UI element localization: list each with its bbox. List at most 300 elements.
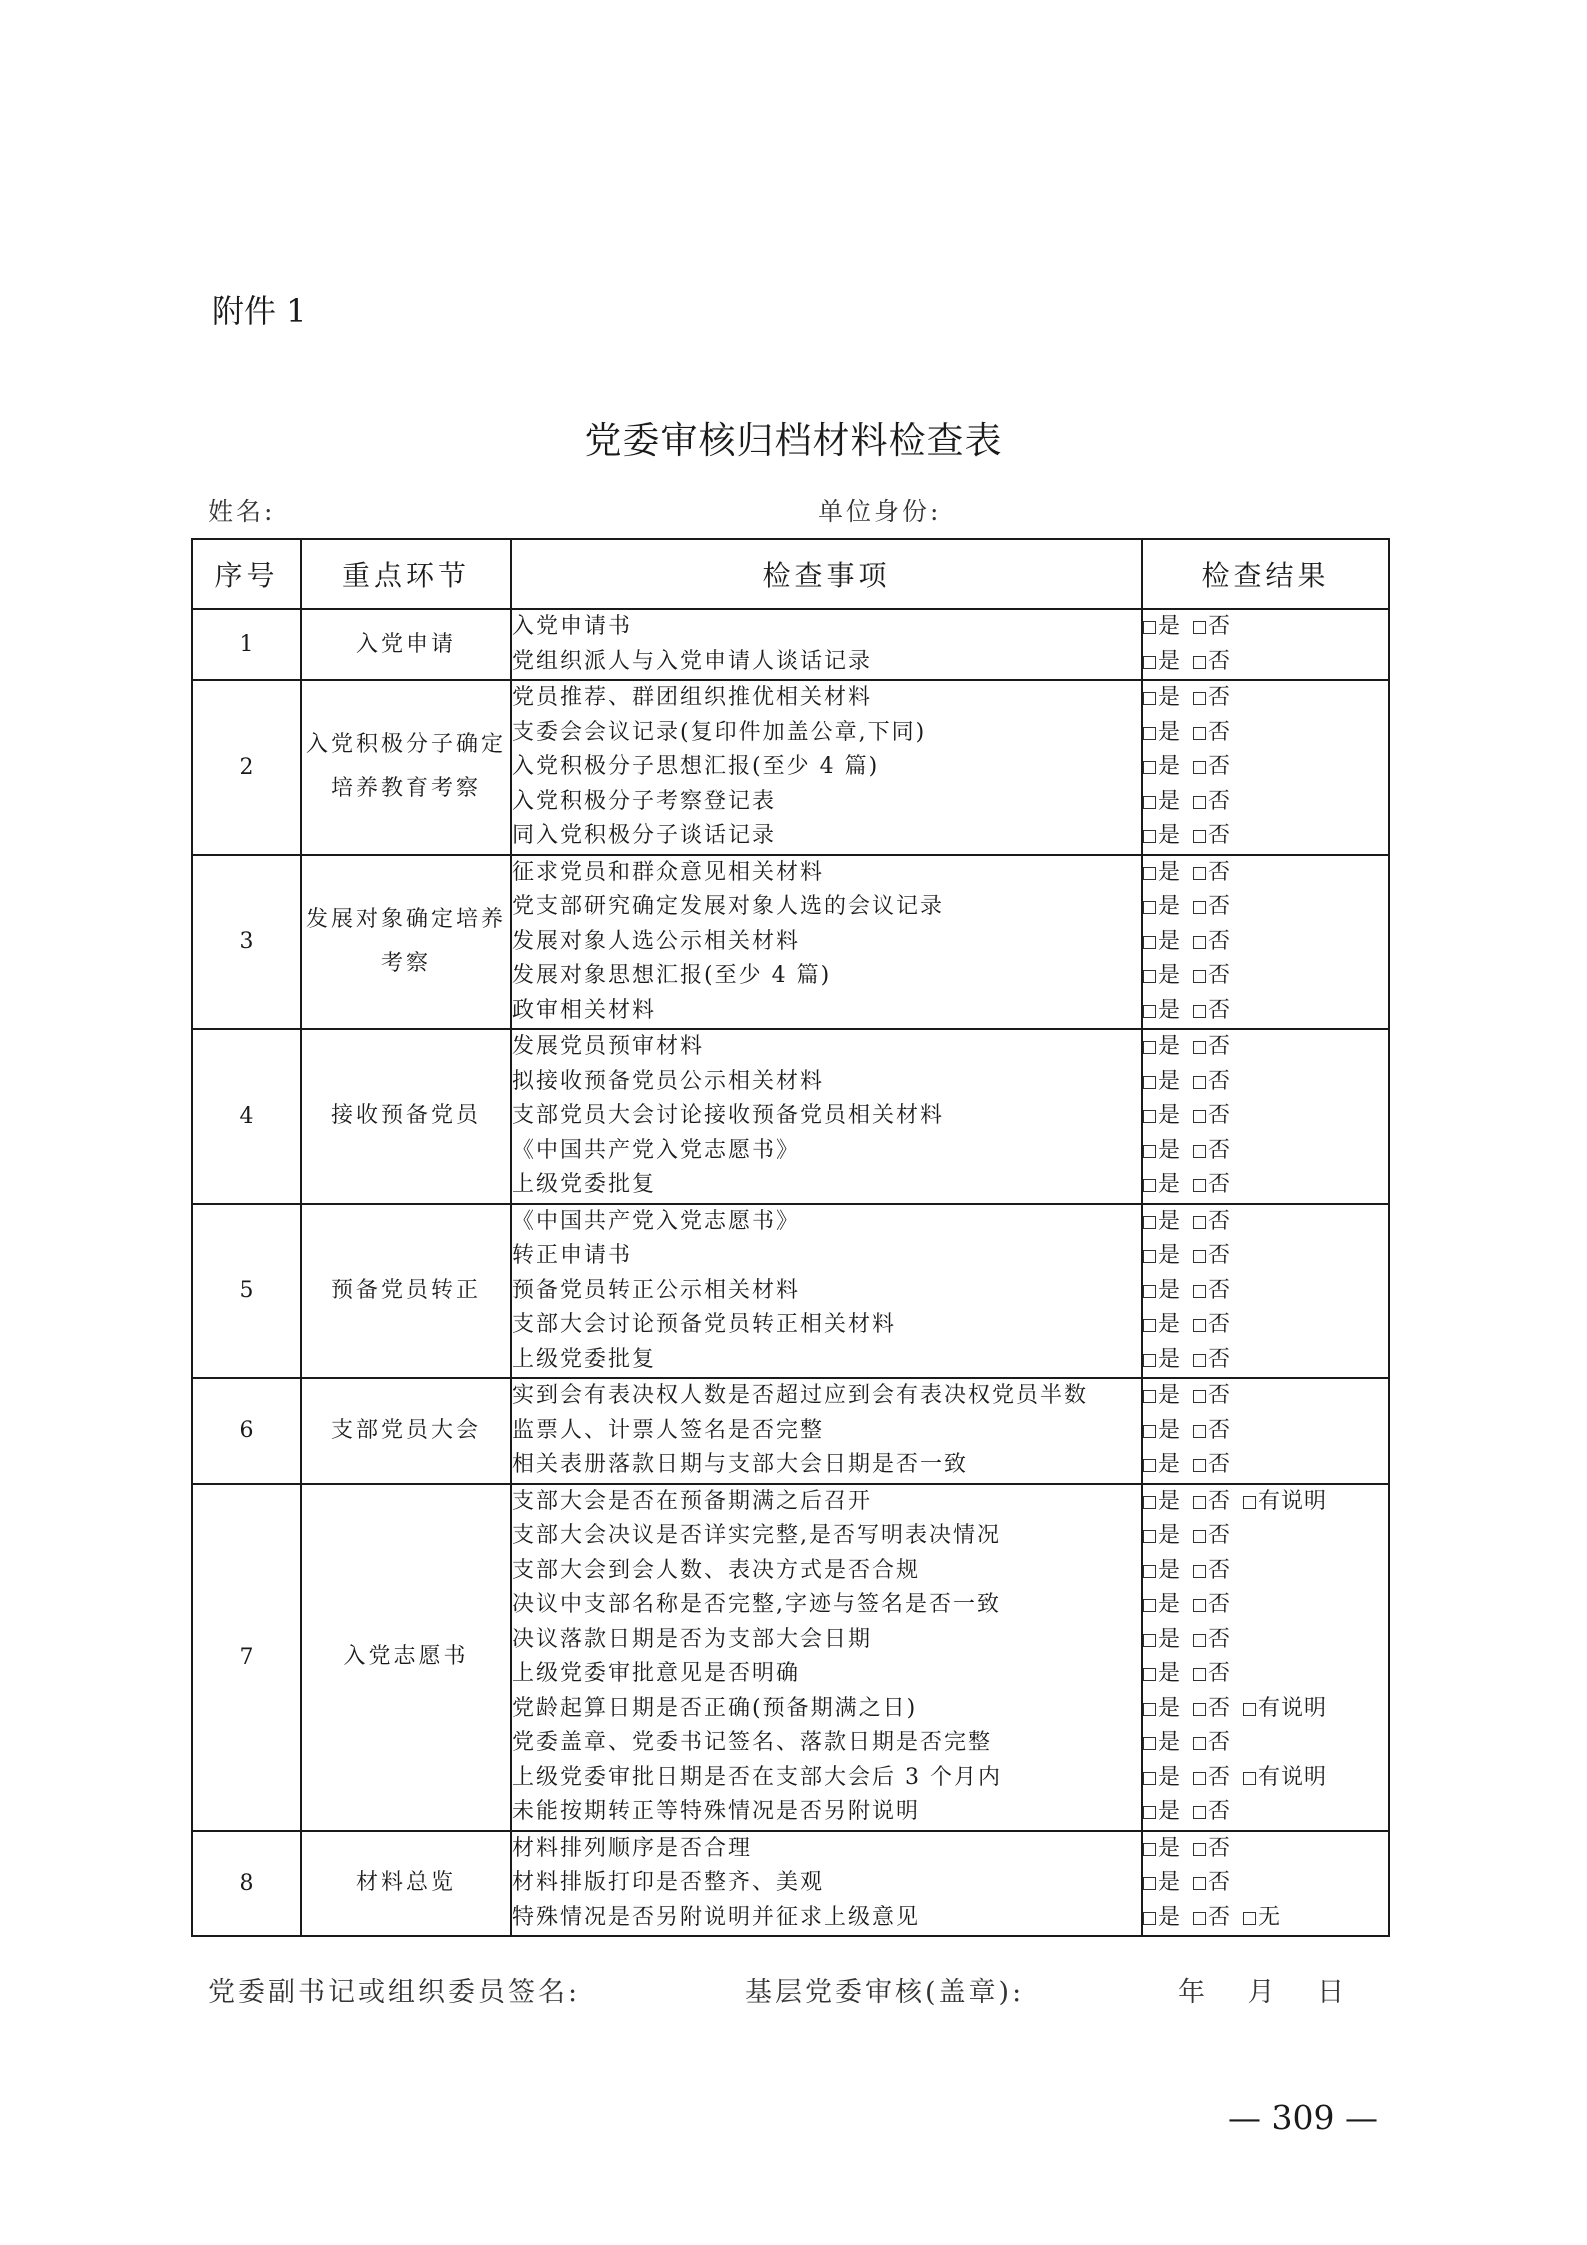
table-row — [192, 680, 1389, 855]
option-no[interactable] — [1193, 1379, 1231, 1414]
checkbox-icon[interactable] — [1143, 1565, 1156, 1578]
option-no[interactable] — [1193, 1726, 1231, 1761]
checkbox-icon[interactable] — [1193, 621, 1206, 634]
option-no[interactable] — [1193, 819, 1231, 854]
option-label: 否 — [1208, 997, 1232, 1023]
checkbox-icon[interactable] — [1143, 830, 1156, 843]
option-label: 是 — [1158, 1103, 1182, 1128]
option-label: 是 — [1158, 685, 1182, 710]
check-item: 同入党积极分子谈话记录 — [512, 823, 777, 848]
row-number: 7 — [192, 1484, 301, 1831]
option-label: 是 — [1158, 1626, 1182, 1652]
checkbox-icon[interactable] — [1143, 1354, 1156, 1367]
checkbox-icon[interactable] — [1193, 656, 1206, 669]
option-no[interactable] — [1193, 1623, 1231, 1658]
checkbox-icon[interactable] — [1143, 936, 1156, 949]
check-item: 上级党委批复 — [512, 1172, 657, 1197]
checkbox-icon[interactable] — [1143, 1459, 1156, 1472]
checkbox-icon[interactable] — [1193, 1250, 1206, 1263]
row-number: 2 — [192, 680, 301, 855]
option-label: 是 — [1158, 1523, 1182, 1548]
option-no[interactable] — [1193, 1099, 1231, 1134]
option-yes[interactable] — [1143, 1030, 1181, 1065]
check-item: 《中国共产党入党志愿书》 — [512, 1208, 801, 1234]
table-row — [192, 1204, 1389, 1379]
option-no[interactable] — [1193, 856, 1231, 891]
option-label: 是 — [1158, 754, 1182, 779]
check-items-cell — [511, 609, 1142, 680]
checkbox-icon[interactable] — [1193, 1806, 1206, 1819]
result-options — [1143, 610, 1388, 645]
stage-label: 接收预备党员 — [301, 1029, 511, 1204]
option-yes[interactable] — [1143, 681, 1181, 716]
row-number: 3 — [192, 855, 301, 1030]
option-label: 是 — [1158, 1870, 1182, 1895]
header-result: 检查结果 — [1142, 539, 1389, 609]
checkbox-icon[interactable] — [1143, 970, 1156, 983]
option-no[interactable] — [1193, 1795, 1231, 1830]
option-no[interactable] — [1193, 681, 1231, 716]
option-yes[interactable] — [1143, 994, 1181, 1029]
option-yes[interactable] — [1143, 610, 1181, 645]
option-no[interactable] — [1193, 1274, 1231, 1309]
checkbox-icon[interactable] — [1193, 936, 1206, 949]
check-item: 决议中支部名称是否完整,字迹与签名是否一致 — [512, 1592, 1001, 1617]
option-no[interactable] — [1193, 1134, 1231, 1169]
result-options — [1143, 1134, 1388, 1169]
option-label: 是 — [1158, 648, 1182, 674]
result-options — [1143, 1866, 1388, 1901]
option-label: 否 — [1208, 1243, 1232, 1268]
option-yes[interactable] — [1143, 959, 1181, 994]
option-yes[interactable] — [1143, 1099, 1181, 1134]
option-label: 有说明 — [1258, 1488, 1328, 1514]
check-results-cell — [1142, 1484, 1389, 1831]
option-yes[interactable] — [1143, 1554, 1181, 1589]
checkbox-icon[interactable] — [1243, 1772, 1256, 1785]
result-options — [1143, 959, 1388, 994]
option-no[interactable] — [1193, 890, 1231, 925]
check-item: 党支部研究确定发展对象人选的会议记录 — [512, 894, 945, 919]
header-items: 检查事项 — [511, 539, 1142, 609]
result-options — [1143, 1795, 1388, 1830]
result-options — [1143, 1065, 1388, 1100]
option-yes[interactable] — [1143, 1343, 1181, 1378]
stage-label: 入党志愿书 — [301, 1484, 511, 1831]
check-items-cell — [511, 1204, 1142, 1379]
checkbox-icon[interactable] — [1193, 1110, 1206, 1123]
option-label: 否 — [1208, 754, 1232, 779]
option-yes[interactable] — [1143, 1866, 1181, 1901]
checkbox-icon[interactable] — [1193, 1565, 1206, 1578]
checkbox-icon[interactable] — [1143, 1425, 1156, 1438]
option-label: 是 — [1158, 928, 1182, 954]
checklist-table — [191, 538, 1390, 1937]
option-label: 否 — [1208, 719, 1232, 745]
checkbox-icon[interactable] — [1143, 867, 1156, 880]
option-yes[interactable] — [1143, 1134, 1181, 1169]
option-no[interactable] — [1193, 1901, 1231, 1936]
checkbox-icon[interactable] — [1193, 796, 1206, 809]
check-item: 发展党员预审材料 — [512, 1034, 705, 1059]
checkbox-icon[interactable] — [1193, 1737, 1206, 1750]
result-options — [1143, 716, 1388, 751]
option-label: 是 — [1158, 1417, 1182, 1443]
option-label: 是 — [1158, 894, 1182, 919]
option-no[interactable] — [1193, 1832, 1231, 1867]
checkbox-icon[interactable] — [1193, 1530, 1206, 1543]
option-note[interactable] — [1243, 1692, 1327, 1727]
option-label: 否 — [1208, 788, 1232, 814]
check-results-cell — [1142, 855, 1389, 1030]
option-label: 是 — [1158, 1904, 1182, 1930]
option-no[interactable] — [1193, 1239, 1231, 1274]
checkbox-icon[interactable] — [1243, 1496, 1256, 1509]
option-no[interactable] — [1193, 610, 1231, 645]
option-no[interactable] — [1193, 716, 1231, 751]
option-no[interactable] — [1193, 1485, 1231, 1520]
option-label: 否 — [1208, 1312, 1232, 1337]
option-no[interactable] — [1193, 1168, 1231, 1203]
result-options — [1143, 1657, 1388, 1692]
check-item: 支部党员大会讨论接收预备党员相关材料 — [512, 1103, 945, 1128]
option-label: 否 — [1208, 1764, 1232, 1790]
option-no[interactable] — [1193, 1657, 1231, 1692]
check-item: 《中国共产党入党志愿书》 — [512, 1137, 801, 1163]
option-yes[interactable] — [1143, 1448, 1181, 1483]
checkbox-icon[interactable] — [1143, 1005, 1156, 1018]
result-options — [1143, 1761, 1388, 1796]
checkbox-icon[interactable] — [1143, 692, 1156, 705]
option-no[interactable] — [1193, 1588, 1231, 1623]
checkbox-icon[interactable] — [1193, 1076, 1206, 1089]
checkbox-icon[interactable] — [1143, 1634, 1156, 1647]
checkbox-icon[interactable] — [1143, 727, 1156, 740]
check-items-cell — [511, 1029, 1142, 1204]
check-results-cell — [1142, 1029, 1389, 1204]
option-yes[interactable] — [1143, 1414, 1181, 1449]
row-number: 8 — [192, 1831, 301, 1937]
checkbox-icon[interactable] — [1193, 1005, 1206, 1018]
option-label: 否 — [1208, 1523, 1232, 1548]
check-items-cell — [511, 1378, 1142, 1484]
checkbox-icon[interactable] — [1193, 1354, 1206, 1367]
checkbox-icon[interactable] — [1193, 761, 1206, 774]
name-label: 姓名: — [208, 497, 276, 526]
result-options — [1143, 1030, 1388, 1065]
checkbox-icon[interactable] — [1143, 1390, 1156, 1403]
option-none[interactable] — [1243, 1901, 1281, 1936]
option-yes[interactable] — [1143, 1657, 1181, 1692]
checkbox-icon[interactable] — [1143, 1599, 1156, 1612]
option-note[interactable] — [1243, 1761, 1327, 1796]
attachment-label: 附件 1 — [212, 292, 307, 330]
option-label: 是 — [1158, 1592, 1182, 1617]
option-label: 否 — [1208, 1172, 1232, 1197]
option-yes[interactable] — [1143, 1274, 1181, 1309]
option-yes[interactable] — [1143, 1623, 1181, 1658]
option-label: 否 — [1208, 1799, 1232, 1824]
checkbox-icon[interactable] — [1193, 692, 1206, 705]
check-item: 支委会会议记录(复印件加盖公章,下同) — [512, 719, 927, 745]
result-options — [1143, 994, 1388, 1029]
option-label: 否 — [1208, 1695, 1232, 1721]
option-label: 是 — [1158, 997, 1182, 1023]
checkbox-icon[interactable] — [1143, 1806, 1156, 1819]
checkbox-icon[interactable] — [1193, 1703, 1206, 1716]
checkbox-icon[interactable] — [1143, 1250, 1156, 1263]
option-label: 否 — [1208, 963, 1232, 988]
option-label: 否 — [1208, 894, 1232, 919]
check-item: 党委盖章、党委书记签名、落款日期是否完整 — [512, 1730, 993, 1755]
result-options — [1143, 1308, 1388, 1343]
table-header-row — [192, 539, 1389, 609]
option-no[interactable] — [1193, 785, 1231, 820]
checkbox-icon[interactable] — [1193, 1496, 1206, 1509]
checkbox-icon[interactable] — [1243, 1912, 1256, 1925]
check-item: 监票人、计票人签名是否完整 — [512, 1417, 825, 1443]
option-label: 否 — [1208, 1661, 1232, 1686]
check-item: 支部大会决议是否详实完整,是否写明表决情况 — [512, 1523, 1001, 1548]
option-no[interactable] — [1193, 1448, 1231, 1483]
option-no[interactable] — [1193, 1554, 1231, 1589]
checkbox-icon[interactable] — [1143, 1076, 1156, 1089]
option-yes[interactable] — [1143, 1588, 1181, 1623]
checkbox-icon[interactable] — [1143, 621, 1156, 634]
checkbox-icon[interactable] — [1193, 1390, 1206, 1403]
checkbox-icon[interactable] — [1143, 1216, 1156, 1229]
option-no[interactable] — [1193, 994, 1231, 1029]
checkbox-icon[interactable] — [1193, 1425, 1206, 1438]
result-options — [1143, 1343, 1388, 1378]
result-options — [1143, 1623, 1388, 1658]
row-number: 1 — [192, 609, 301, 680]
result-options — [1143, 1588, 1388, 1623]
checkbox-icon[interactable] — [1143, 1041, 1156, 1054]
check-results-cell — [1142, 680, 1389, 855]
option-no[interactable] — [1193, 959, 1231, 994]
check-item: 支部大会到会人数、表决方式是否合规 — [512, 1557, 921, 1583]
checkbox-icon[interactable] — [1143, 1912, 1156, 1925]
checkbox-icon[interactable] — [1243, 1703, 1256, 1716]
check-item: 党组织派人与入党申请人谈话记录 — [512, 648, 873, 674]
result-options — [1143, 681, 1388, 716]
checkbox-icon[interactable] — [1143, 1319, 1156, 1332]
checkbox-icon[interactable] — [1193, 727, 1206, 740]
checkbox-icon[interactable] — [1143, 1668, 1156, 1681]
option-yes[interactable] — [1143, 1795, 1181, 1830]
checkbox-icon[interactable] — [1193, 1843, 1206, 1856]
checkbox-icon[interactable] — [1193, 1145, 1206, 1158]
check-item: 入党积极分子思想汇报(至少 4 篇) — [512, 754, 880, 779]
option-no[interactable] — [1193, 1065, 1231, 1100]
review-stamp-label: 基层党委审核(盖章): — [745, 1977, 1025, 2008]
option-label: 否 — [1208, 1904, 1232, 1930]
result-options — [1143, 1448, 1388, 1483]
page-title: 党委审核归档材料检查表 — [584, 419, 1003, 462]
option-label: 是 — [1158, 1312, 1182, 1337]
check-item: 支部大会是否在预备期满之后召开 — [512, 1488, 873, 1514]
checkbox-icon[interactable] — [1193, 1877, 1206, 1890]
option-yes[interactable] — [1143, 750, 1181, 785]
checkbox-icon[interactable] — [1193, 1319, 1206, 1332]
option-no[interactable] — [1193, 1308, 1231, 1343]
row-number: 4 — [192, 1029, 301, 1204]
stage-label: 发展对象确定培养考察 — [301, 855, 511, 1030]
result-options — [1143, 925, 1388, 960]
option-no[interactable] — [1193, 1205, 1231, 1240]
option-label: 是 — [1158, 1488, 1182, 1514]
option-yes[interactable] — [1143, 1519, 1181, 1554]
checkbox-icon[interactable] — [1143, 1285, 1156, 1298]
option-label: 是 — [1158, 1243, 1182, 1268]
option-no[interactable] — [1193, 925, 1231, 960]
check-item: 材料排列顺序是否合理 — [512, 1835, 753, 1861]
option-yes[interactable] — [1143, 1205, 1181, 1240]
option-yes[interactable] — [1143, 1485, 1181, 1520]
option-label: 无 — [1258, 1904, 1282, 1930]
option-yes[interactable] — [1143, 1692, 1181, 1727]
checkbox-icon[interactable] — [1193, 1459, 1206, 1472]
option-label: 是 — [1158, 1068, 1182, 1094]
option-yes[interactable] — [1143, 1379, 1181, 1414]
page-number: — 309 — — [1228, 2098, 1378, 2137]
option-yes[interactable] — [1143, 1065, 1181, 1100]
check-item: 上级党委审批意见是否明确 — [512, 1661, 801, 1686]
option-no[interactable] — [1193, 1519, 1231, 1554]
checkbox-icon[interactable] — [1143, 656, 1156, 669]
option-no[interactable] — [1193, 1343, 1231, 1378]
check-items-cell — [511, 1484, 1142, 1831]
option-yes[interactable] — [1143, 1168, 1181, 1203]
option-no[interactable] — [1193, 1866, 1231, 1901]
checkbox-icon[interactable] — [1193, 1285, 1206, 1298]
check-item: 党员推荐、群团组织推优相关材料 — [512, 685, 873, 710]
option-label: 否 — [1208, 1277, 1232, 1303]
checkbox-icon[interactable] — [1143, 1737, 1156, 1750]
checkbox-icon[interactable] — [1143, 1496, 1156, 1509]
option-label: 是 — [1158, 1835, 1182, 1861]
checkbox-icon[interactable] — [1193, 1041, 1206, 1054]
checkbox-icon[interactable] — [1143, 1877, 1156, 1890]
checkbox-icon[interactable] — [1193, 867, 1206, 880]
option-yes[interactable] — [1143, 1761, 1181, 1796]
checkbox-icon[interactable] — [1143, 1772, 1156, 1785]
option-yes[interactable] — [1143, 785, 1181, 820]
option-label: 否 — [1208, 1730, 1232, 1755]
checkbox-icon[interactable] — [1193, 1179, 1206, 1192]
option-label: 否 — [1208, 1835, 1232, 1861]
result-options — [1143, 1379, 1388, 1414]
option-label: 是 — [1158, 1764, 1182, 1790]
option-no[interactable] — [1193, 1761, 1231, 1796]
option-yes[interactable] — [1143, 819, 1181, 854]
stage-label: 入党积极分子确定培养教育考察 — [301, 680, 511, 855]
checkbox-icon[interactable] — [1193, 970, 1206, 983]
checkbox-icon[interactable] — [1143, 1703, 1156, 1716]
option-no[interactable] — [1193, 1030, 1231, 1065]
option-yes[interactable] — [1143, 890, 1181, 925]
option-label: 是 — [1158, 1172, 1182, 1197]
check-item: 转正申请书 — [512, 1243, 633, 1268]
result-options — [1143, 750, 1388, 785]
option-yes[interactable] — [1143, 1726, 1181, 1761]
checkbox-icon[interactable] — [1193, 901, 1206, 914]
option-no[interactable] — [1193, 1692, 1231, 1727]
checkbox-icon[interactable] — [1143, 1843, 1156, 1856]
checkbox-icon[interactable] — [1193, 1668, 1206, 1681]
result-options — [1143, 1519, 1388, 1554]
checkbox-icon[interactable] — [1143, 1110, 1156, 1123]
checklist-body — [192, 609, 1389, 1936]
check-results-cell — [1142, 609, 1389, 680]
check-item: 特殊情况是否另附说明并征求上级意见 — [512, 1904, 921, 1930]
option-yes[interactable] — [1143, 925, 1181, 960]
option-label: 是 — [1158, 1346, 1182, 1372]
checkbox-icon[interactable] — [1193, 1912, 1206, 1925]
checkbox-icon[interactable] — [1143, 1530, 1156, 1543]
row-number: 5 — [192, 1204, 301, 1379]
checkbox-icon[interactable] — [1143, 796, 1156, 809]
result-options — [1143, 1274, 1388, 1309]
option-label: 否 — [1208, 928, 1232, 954]
check-item: 发展对象思想汇报(至少 4 篇) — [512, 963, 832, 988]
check-item: 预备党员转正公示相关材料 — [512, 1277, 801, 1303]
option-label: 否 — [1208, 1870, 1232, 1895]
result-options — [1143, 1692, 1388, 1727]
check-items-cell — [511, 680, 1142, 855]
option-yes[interactable] — [1143, 1308, 1181, 1343]
option-yes[interactable] — [1143, 1832, 1181, 1867]
checkbox-icon[interactable] — [1193, 1634, 1206, 1647]
check-item: 决议落款日期是否为支部大会日期 — [512, 1626, 873, 1652]
check-item: 拟接收预备党员公示相关材料 — [512, 1068, 825, 1094]
option-label: 是 — [1158, 1277, 1182, 1303]
option-label: 是 — [1158, 1208, 1182, 1234]
option-yes[interactable] — [1143, 1239, 1181, 1274]
checkbox-icon[interactable] — [1143, 761, 1156, 774]
option-label: 是 — [1158, 1557, 1182, 1583]
option-label: 是 — [1158, 719, 1182, 745]
option-yes[interactable] — [1143, 856, 1181, 891]
option-label: 是 — [1158, 1137, 1182, 1163]
option-yes[interactable] — [1143, 1901, 1181, 1936]
option-yes[interactable] — [1143, 645, 1181, 680]
check-item: 相关表册落款日期与支部大会日期是否一致 — [512, 1452, 969, 1477]
checkbox-icon[interactable] — [1143, 1145, 1156, 1158]
option-no[interactable] — [1193, 750, 1231, 785]
checkbox-icon[interactable] — [1193, 1599, 1206, 1612]
option-no[interactable] — [1193, 1414, 1231, 1449]
checkbox-icon[interactable] — [1193, 1772, 1206, 1785]
option-label: 是 — [1158, 1661, 1182, 1686]
checkbox-icon[interactable] — [1143, 901, 1156, 914]
option-label: 是 — [1158, 1730, 1182, 1755]
option-note[interactable] — [1243, 1485, 1327, 1520]
checkbox-icon[interactable] — [1193, 830, 1206, 843]
checkbox-icon[interactable] — [1143, 1179, 1156, 1192]
check-results-cell — [1142, 1831, 1389, 1937]
option-label: 否 — [1208, 1488, 1232, 1514]
stage-label: 材料总览 — [301, 1831, 511, 1937]
result-options — [1143, 890, 1388, 925]
option-no[interactable] — [1193, 645, 1231, 680]
option-label: 否 — [1208, 823, 1232, 848]
checkbox-icon[interactable] — [1193, 1216, 1206, 1229]
option-label: 否 — [1208, 1557, 1232, 1583]
check-item: 党龄起算日期是否正确(预备期满之日) — [512, 1695, 918, 1721]
option-yes[interactable] — [1143, 716, 1181, 751]
